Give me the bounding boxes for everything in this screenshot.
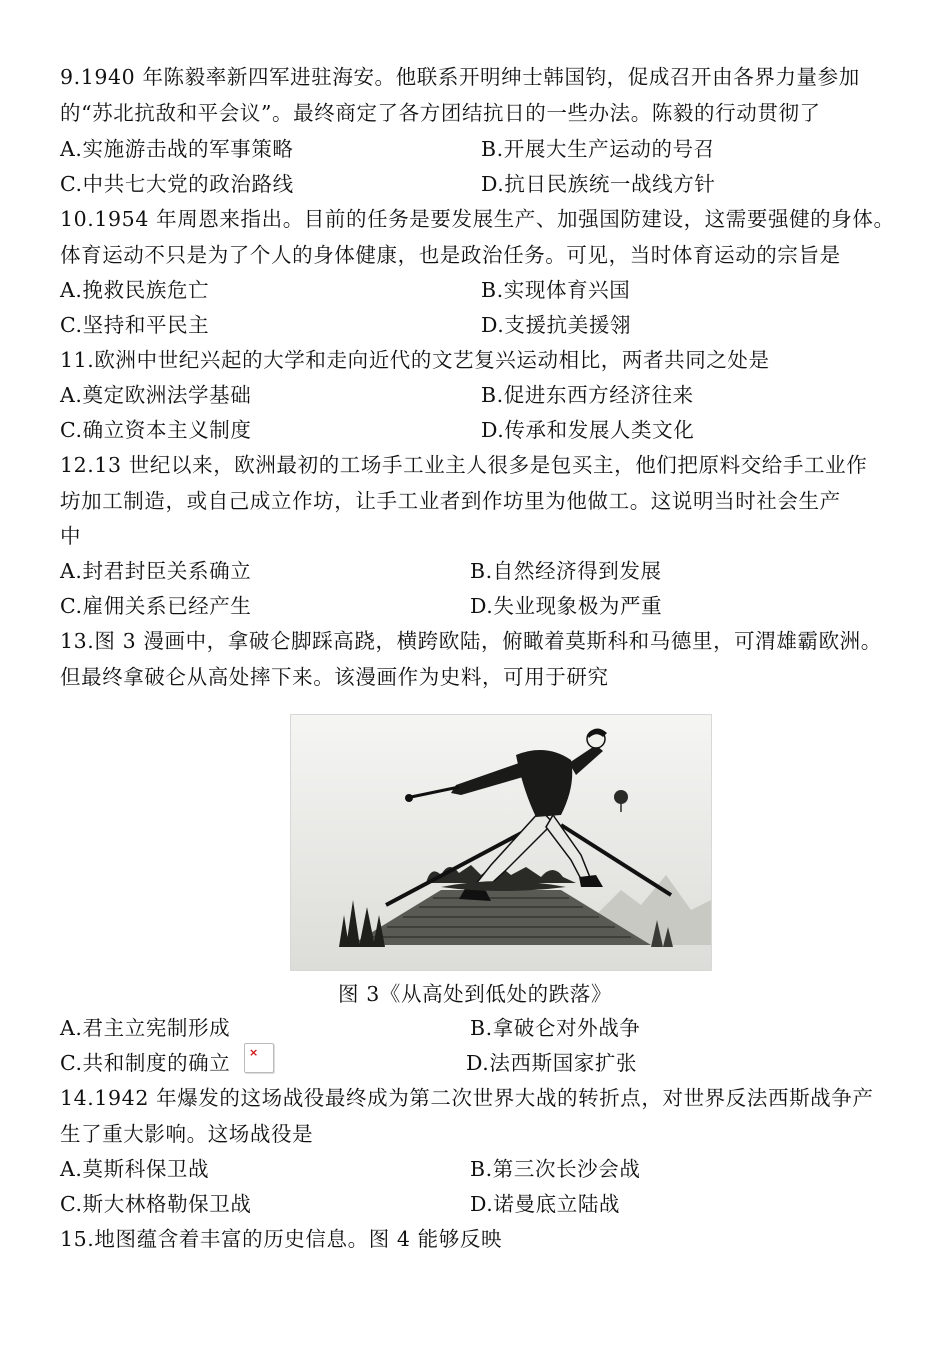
q12-option-a: A.封君封臣关系确立 — [60, 559, 252, 583]
q9-option-b: B.开展大生产运动的号召 — [481, 137, 715, 161]
q14-option-a: A.莫斯科保卫战 — [60, 1157, 210, 1181]
q12-option-d: D.失业现象极为严重 — [470, 594, 663, 618]
q9-stem-line-1: 9.1940 年陈毅率新四军进驻海安。他联系开明绅士韩国钧，促成召开由各界力量参加 — [60, 65, 860, 89]
q11-option-b: B.促进东西方经济往来 — [481, 383, 694, 407]
q12-stem-line-3: 中 — [60, 524, 82, 548]
q10-stem-line-2: 体育运动不只是为了个人的身体健康，也是政治任务。可见，当时体育运动的宗旨是 — [60, 243, 841, 267]
q15-stem-line-1: 15.地图蕴含着丰富的历史信息。图 4 能够反映 — [60, 1227, 503, 1251]
q14-option-d: D.诺曼底立陆战 — [470, 1192, 621, 1216]
q10-option-d: D.支援抗美援翎 — [481, 313, 632, 337]
q10-stem-line-1: 10.1954 年周恩来指出。目前的任务是要发展生产、加强国防建设，这需要强健的身体。 — [60, 207, 895, 231]
cartoon-illustration — [291, 715, 711, 970]
q14-option-b: B.第三次长沙会战 — [470, 1157, 641, 1181]
q14-stem-line-1: 14.1942 年爆发的这场战役最终成为第二次世界大战的转折点，对世界反法西斯战争产 — [60, 1086, 874, 1110]
q9-option-a: A.实施游击战的军事策略 — [60, 137, 294, 161]
q14-stem-line-2: 生了重大影响。这场战役是 — [60, 1122, 314, 1146]
q10-option-c: C.坚持和平民主 — [60, 313, 210, 337]
q13-option-b: B.拿破仑对外战争 — [470, 1016, 641, 1040]
q11-option-a: A.奠定欧洲法学基础 — [60, 383, 252, 407]
q11-option-d: D.传承和发展人类文化 — [481, 418, 695, 442]
q12-stem-line-1: 12.13 世纪以来，欧洲最初的工场手工业主人很多是包买主，他们把原料交给手工业作 — [60, 453, 868, 477]
q10-option-a: A.挽救民族危亡 — [60, 278, 210, 302]
q13-option-d: D.法西斯国家扩张 — [466, 1051, 638, 1075]
q13-option-c: C.共和制度的确立 — [60, 1051, 231, 1075]
napoleon-stilts-cartoon — [290, 714, 712, 971]
q12-stem-line-2: 坊加工制造，或自己成立作坊，让手工业者到作坊里为他做工。这说明当时社会生产 — [60, 489, 841, 513]
broken-image-icon: × — [244, 1043, 274, 1073]
q9-stem-line-2: 的“苏北抗敌和平会议”。最终商定了各方团结抗日的一些办法。陈毅的行动贯彻了 — [60, 101, 821, 125]
q11-option-c: C.确立资本主义制度 — [60, 418, 252, 442]
q9-option-d: D.抗日民族统一战线方针 — [481, 172, 716, 196]
q14-option-c: C.斯大林格勒保卫战 — [60, 1192, 252, 1216]
q12-option-b: B.自然经济得到发展 — [470, 559, 662, 583]
q11-stem-line-1: 11.欧洲中世纪兴起的大学和走向近代的文艺复兴运动相比，两者共同之处是 — [60, 348, 770, 372]
q12-option-c: C.雇佣关系已经产生 — [60, 594, 252, 618]
figure-3-caption: 图 3《从高处到低处的跌落》 — [338, 982, 612, 1006]
q10-option-b: B.实现体育兴国 — [481, 278, 631, 302]
q9-option-c: C.中共七大党的政治路线 — [60, 172, 294, 196]
q13-stem-line-1: 13.图 3 漫画中，拿破仑脚踩高跷，横跨欧陆，俯瞰着莫斯科和马德里，可渭雄霸欧洲。 — [60, 629, 882, 653]
q13-option-a: A.君主立宪制形成 — [60, 1016, 231, 1040]
q13-stem-line-2: 但最终拿破仑从高处摔下来。该漫画作为史料，可用于研究 — [60, 665, 609, 689]
